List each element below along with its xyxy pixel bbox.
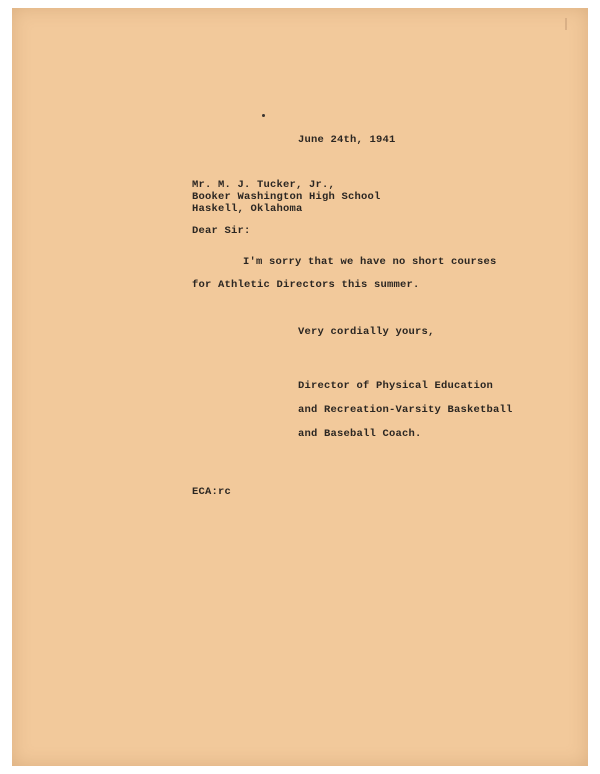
recipient-school: Booker Washington High School <box>192 191 381 203</box>
signature-title-line-1: Director of Physical Education <box>298 380 494 392</box>
letter-date: June 24th, 1941 <box>298 134 396 146</box>
body-line-2: for Athletic Directors this summer. <box>192 279 420 291</box>
reference-initials: ECA:rc <box>192 486 232 498</box>
ink-dot <box>262 114 265 117</box>
recipient-location: Haskell, Oklahoma <box>192 203 303 215</box>
recipient-name: Mr. M. J. Tucker, Jr., <box>192 179 336 191</box>
salutation: Dear Sir: <box>192 225 251 237</box>
body-line-1: I'm sorry that we have no short courses <box>243 256 497 268</box>
signature-title-line-3: and Baseball Coach. <box>298 428 422 440</box>
closing: Very cordially yours, <box>298 326 435 338</box>
paper-mark <box>565 18 567 30</box>
signature-title-line-2: and Recreation-Varsity Basketball <box>298 404 513 416</box>
